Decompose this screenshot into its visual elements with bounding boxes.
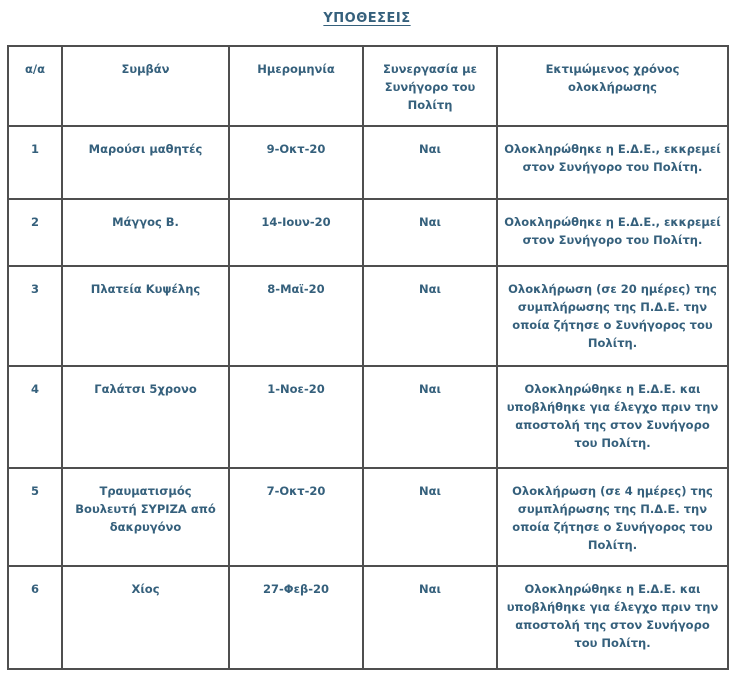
cell-event: Πλατεία Κυψέλης [62, 266, 229, 366]
table-header-row [8, 46, 728, 126]
header-date: Ημερομηνία [229, 46, 363, 126]
cell-completion: Ολοκλήρωση (σε 20 ημέρες) της συμπλήρωσης της Π.Δ.Ε. την οποία ζήτησε ο Συνήγορος του Πολίτη. [497, 266, 728, 366]
cell-cooperation: Ναι [363, 126, 497, 199]
cell-date: 7-Οκτ-20 [229, 468, 363, 566]
header-completion-text: Εκτιμώμενος χρόνος ολοκλήρωσης [545, 62, 680, 94]
table-row [8, 199, 728, 266]
cell-date: 8-Μαϊ-20 [229, 266, 363, 366]
header-event: Συμβάν [62, 46, 229, 126]
header-cooperation: Συνεργασία με Συνήγορο του Πολίτη [363, 46, 497, 126]
cell-cooperation: Ναι [363, 199, 497, 266]
cell-index: 6 [8, 566, 62, 669]
page-title: ΥΠΟΘΕΣΕΙΣ [323, 11, 411, 26]
table-row [8, 266, 728, 366]
cell-index: 2 [8, 199, 62, 266]
header-index: α/α [8, 46, 62, 126]
cell-date: 14-Ιουν-20 [229, 199, 363, 266]
header-completion [497, 46, 728, 126]
cell-event: Χίος [62, 566, 229, 669]
table-row [8, 366, 728, 468]
table-row [8, 126, 728, 199]
cell-event: Γαλάτσι 5χρονο [62, 366, 229, 468]
cell-event: Μάγγος Β. [62, 199, 229, 266]
cell-cooperation: Ναι [363, 366, 497, 468]
cell-completion: Ολοκληρώθηκε η Ε.Δ.Ε., εκκρεμεί στον Συνήγορο του Πολίτη. [497, 126, 728, 199]
cell-event: Μαρούσι μαθητές [62, 126, 229, 199]
cell-index: 3 [8, 266, 62, 366]
cell-completion: Ολοκλήρωση (σε 4 ημέρες) της συμπλήρωσης της Π.Δ.Ε. την οποία ζήτησε ο Συνήγορος του Πολίτη. [497, 468, 728, 566]
cell-index: 4 [8, 366, 62, 468]
cell-event: Τραυματισμός Βουλευτή ΣΥΡΙΖΑ από δακρυγόνο [62, 468, 229, 566]
cell-completion: Ολοκληρώθηκε η Ε.Δ.Ε. και υποβλήθηκε για έλεγχο πριν την αποστολή της στον Συνήγορο του Πολίτη. [497, 366, 728, 468]
cell-date: 27-Φεβ-20 [229, 566, 363, 669]
cell-index: 1 [8, 126, 62, 199]
cell-completion: Ολοκληρώθηκε η Ε.Δ.Ε., εκκρεμεί στον Συνήγορο του Πολίτη. [497, 199, 728, 266]
cell-cooperation: Ναι [363, 266, 497, 366]
cell-completion: Ολοκληρώθηκε η Ε.Δ.Ε. και υποβλήθηκε για έλεγχο πριν την αποστολή της στον Συνήγορο του Πολίτη. [497, 566, 728, 669]
cell-date: 9-Οκτ-20 [229, 126, 363, 199]
cell-date: 1-Νοε-20 [229, 366, 363, 468]
table-row [8, 566, 728, 669]
cell-cooperation: Ναι [363, 468, 497, 566]
cell-index: 5 [8, 468, 62, 566]
cell-cooperation: Ναι [363, 566, 497, 669]
table-row [8, 468, 728, 566]
cases-table [7, 45, 729, 670]
